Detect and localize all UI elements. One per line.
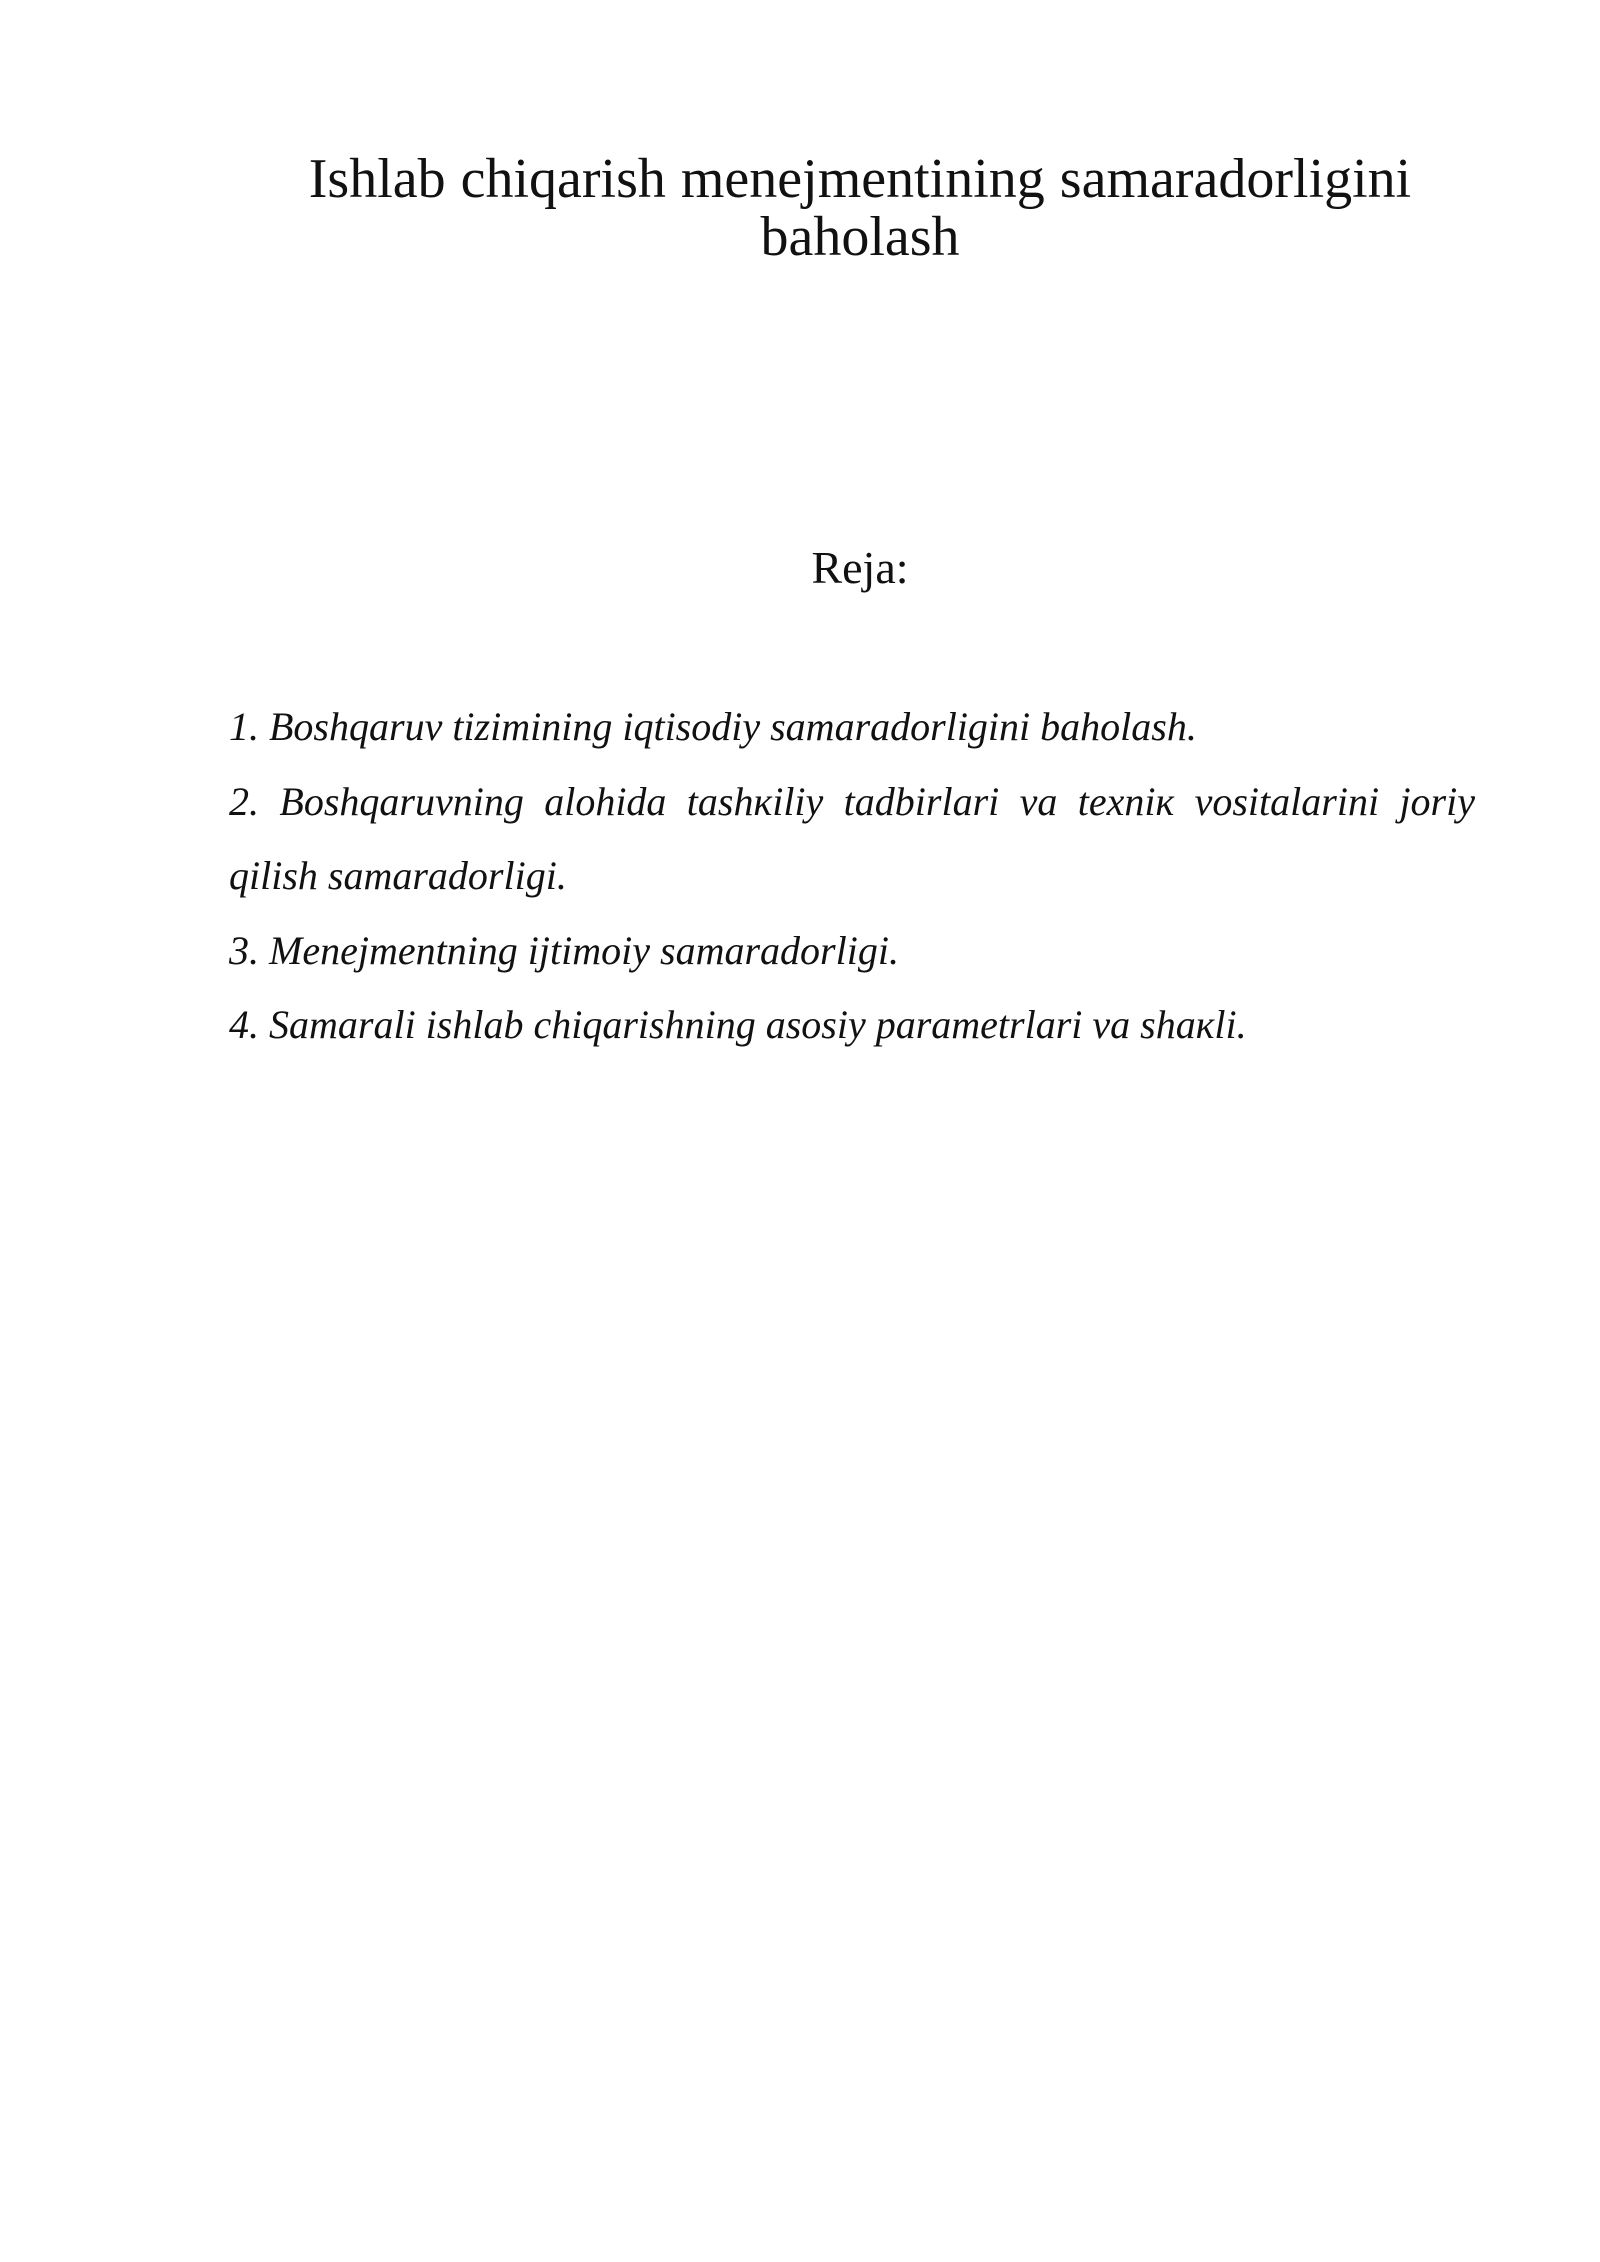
plan-list	[229, 690, 1475, 1063]
plan-item-4: 4. Samarali ishlab chiqarishning asosiy parametrlari va shaкli.	[229, 1002, 1247, 1047]
plan-heading: Reja:	[811, 542, 909, 593]
plan-item-1: 1. Boshqaruv tizimining iqtisodiy samaradorligini baholash.	[229, 704, 1197, 749]
document-title: Ishlab chiqarish menejmentining samaradorligini baholash	[308, 148, 1412, 268]
plan-item-2: 2. Boshqaruvning alohida tashкiliy tadbirlari va teхniк vositalarini joriy qilish samaradorligi.	[229, 778, 1475, 898]
plan-item-3: 3. Menejmentning ijtimoiy samaradorligi.	[229, 927, 899, 973]
